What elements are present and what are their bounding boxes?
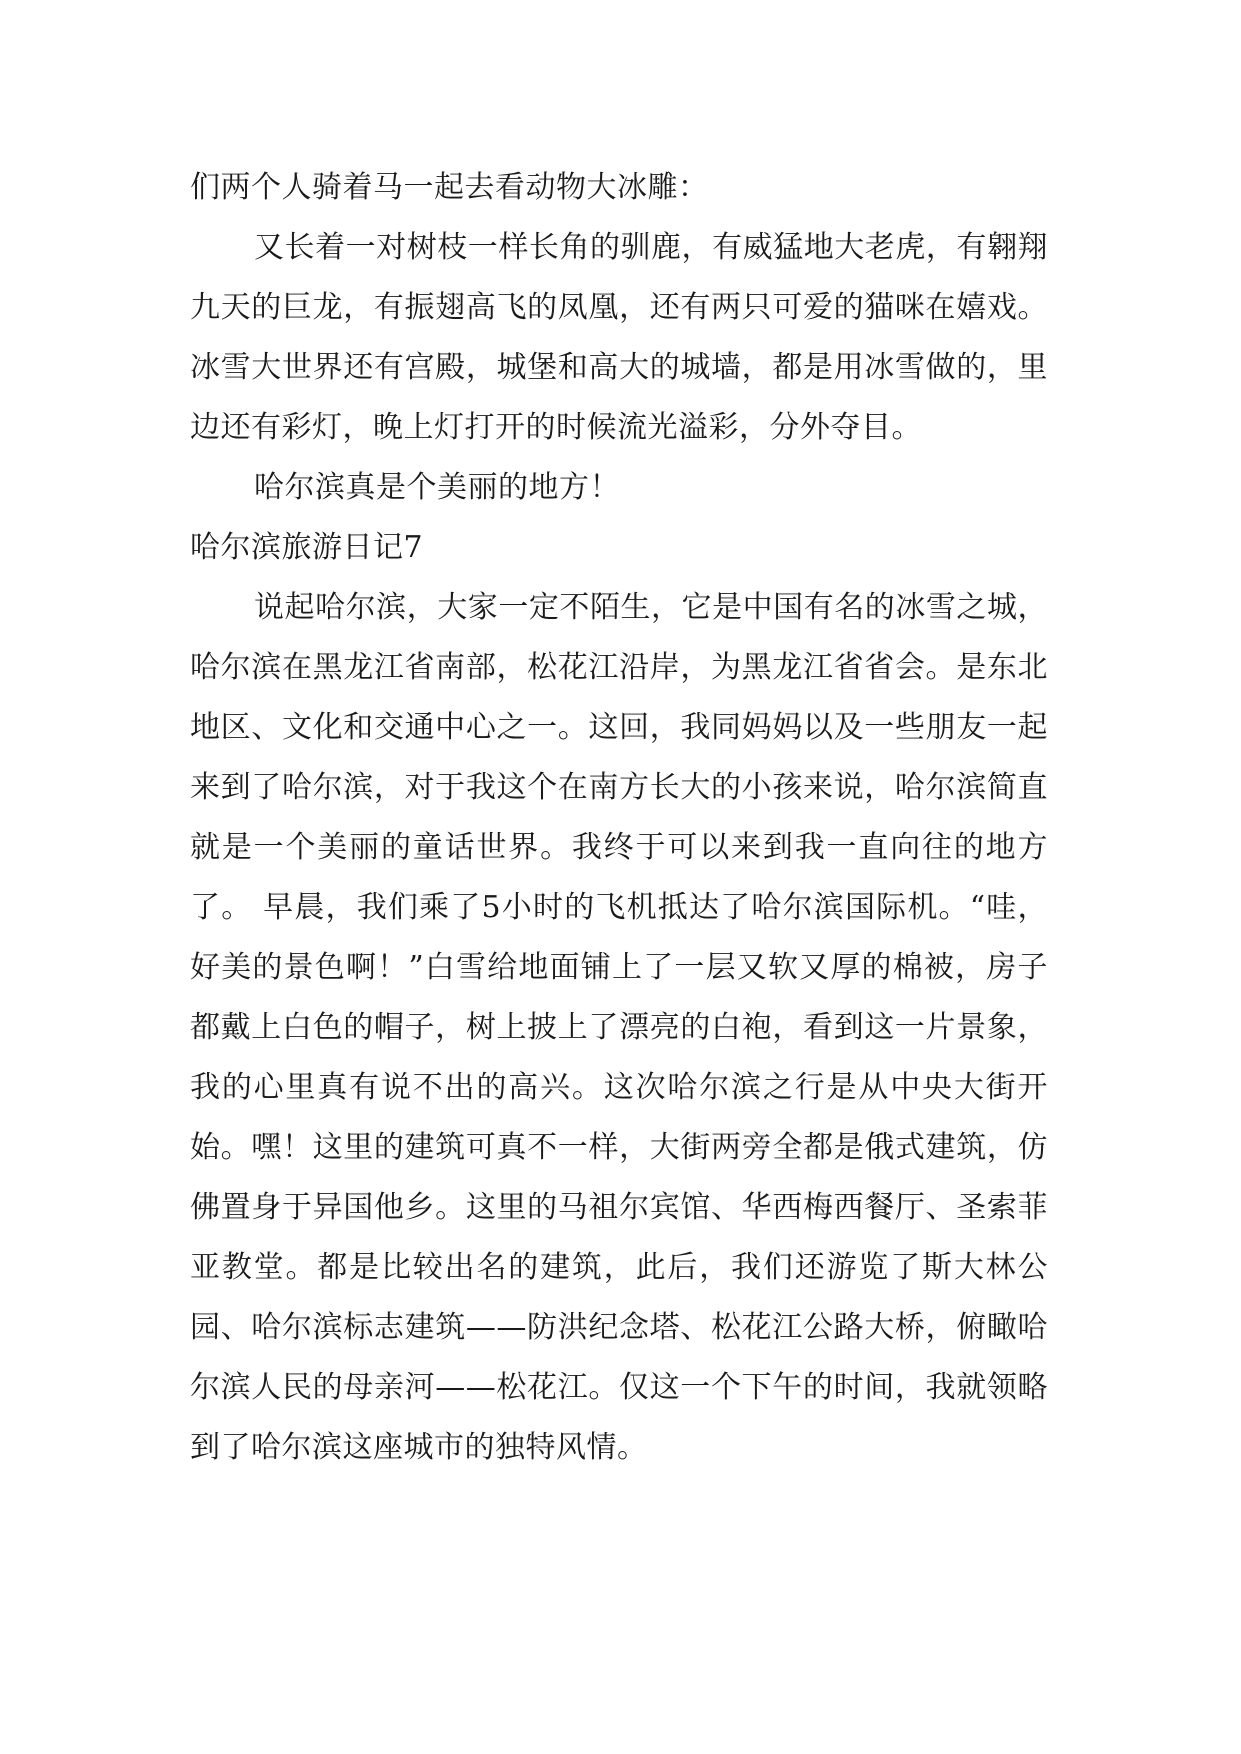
section-title: 哈尔滨旅游日记7	[190, 530, 424, 565]
paragraph-beautiful-place: 哈尔滨真是个美丽的地方！	[254, 470, 620, 505]
opening-line: 们两个人骑着马一起去看动物大冰雕：	[190, 170, 709, 205]
document-page	[190, 158, 1048, 1478]
paragraph-harbin-trip: 说起哈尔滨，大家一定不陌生，它是中国有名的冰雪之城，哈尔滨在黑龙江省南部，松花江沿岸，为黑龙江省省会。是东北地区、文化和交通中心之一。这回，我同妈妈以及一些朋友一起来到了哈尔滨，对于我这个在南方长大的小孩来说，哈尔滨简直就是一个美丽的童话世界。我终于可以来到我一直向往的地方了。 早晨，我们乘了5小时的飞机抵达了哈尔滨国际机。“哇，好美的景色啊！”白雪给地面铺上了一层又软又厚的棉被，房子都戴上白色的帽子，树上披上了漂亮的白袍，看到这一片景象，我的心里真有说不出的高兴。这次哈尔滨之行是从中央大街开始。嘿！这里的建筑可真不一样，大街两旁全都是俄式建筑，仿佛置身于异国他乡。这里的马祖尔宾馆、华西梅西餐厅、圣索菲亚教堂。都是比较出名的建筑，此后，我们还游览了斯大林公园、哈尔滨标志建筑——防洪纪念塔、松花江公路大桥，俯瞰哈尔滨人民的母亲河——松花江。仅这一个下午的时间，我就领略到了哈尔滨这座城市的独特风情。	[190, 590, 1048, 1465]
paragraph-ice-sculptures: 又长着一对树枝一样长角的驯鹿，有威猛地大老虎，有翱翔九天的巨龙，有振翅高飞的凤凰，还有两只可爱的猫咪在嬉戏。冰雪大世界还有宫殿，城堡和高大的城墙，都是用冰雪做的，里边还有彩灯，晚上灯打开的时候流光溢彩，分外夺目。	[190, 230, 1048, 445]
